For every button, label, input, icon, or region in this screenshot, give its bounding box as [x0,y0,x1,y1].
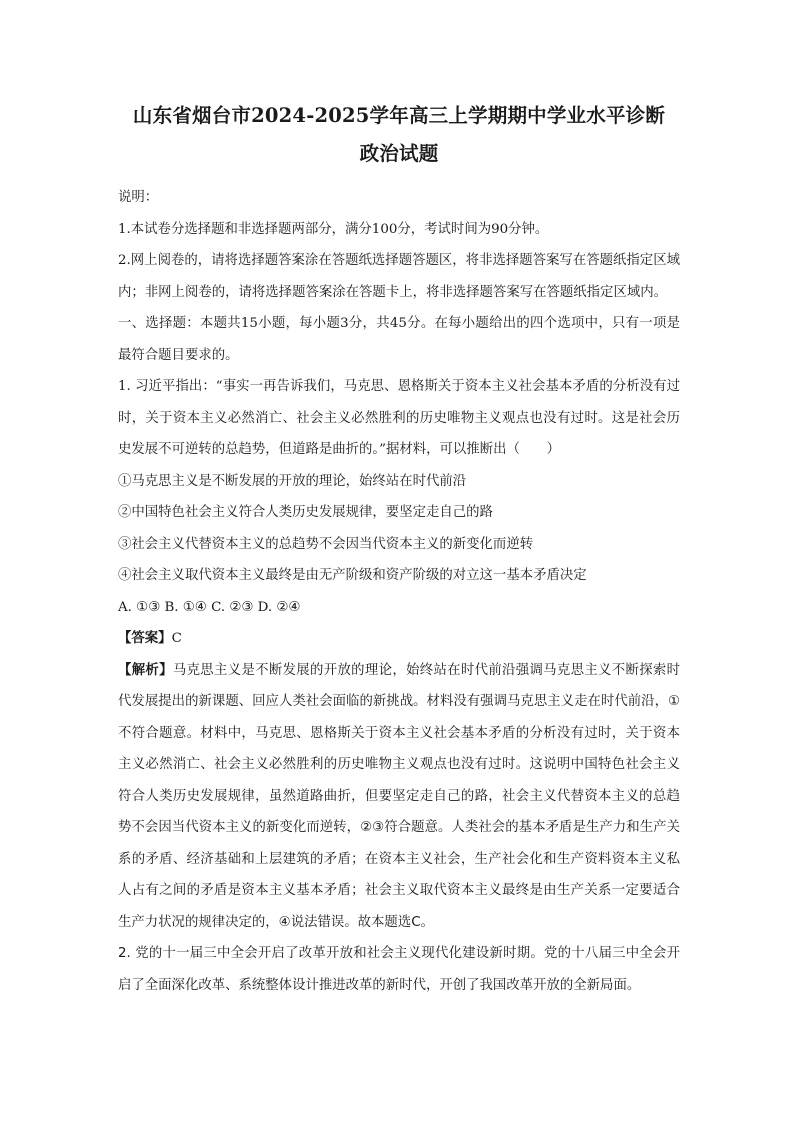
question-1-analysis [118,655,680,939]
question-1-statement-2: ②中国特色社会主义符合人类历史发展规律，要坚定走自己的路 [118,505,493,520]
document-page [118,96,680,1001]
question-1-statement-3: ③社会主义代替资本主义的总趋势不会因当代资本主义的新变化而逆转 [118,536,534,552]
instruction-item-2: 2.网上阅卷的，请将选择题答案涂在答题纸选择题答题区，将非选择题答案写在答题纸指定区域内；非网上阅卷的，请将选择题答案涂在答题卡上，将非选择题答案写在答题纸指定区域内。 [118,253,680,300]
instructions [118,182,680,308]
instructions-label: 说明： [118,190,159,205]
instruction-item-1: 1.本试卷分选择题和非选择题两部分，满分100分，考试时间为90分钟。 [118,221,549,237]
analysis-label: 【解析】 [118,661,173,678]
answer-value: C [171,631,182,646]
document-title: 山东省烟台市2024-2025学年高三上学期期中学业水平诊断 [132,104,666,127]
question-1-answer [118,623,680,655]
document-subtitle: 政治试题 [359,142,439,165]
question-2 [118,938,680,1001]
question-1 [118,371,680,938]
question-2-stem: 2. 党的十一届三中全会开启了改革开放和社会主义现代化建设新时期。党的十八届三中全会开启了全面深化改革、系统整体设计推进改革的新时代，开创了我国改革开放的全新局面。 [118,946,680,993]
answer-label: 【答案】 [118,630,172,646]
section-heading: 一、选择题：本题共15小题，每小题3分，共45分。在每小题给出的四个选项中，只有一项是最符合题目要求的。 [118,316,680,363]
question-1-stem: 1. 习近平指出：“事实一再告诉我们，马克思、恩格斯关于资本主义社会基本矛盾的分析没有过时，关于资本主义必然消亡、社会主义必然胜利的历史唯物主义观点也没有过时。这是社会历史发展不可逆转的总趋势，但道路是曲折的。”据材料，可以推断出（ ） [118,379,680,457]
question-1-statement-1: ①马克思主义是不断发展的开放的理论，始终站在时代前沿 [118,473,467,489]
question-1-statement-4: ④社会主义取代资本主义最终是由无产阶级和资产阶级的对立这一基本矛盾决定 [118,568,587,583]
analysis-text: 马克思主义是不断发展的开放的理论，始终站在时代前沿强调马克思主义不断探索时代发展提出的新课题、回应人类社会面临的新挑战。材料没有强调马克思主义走在时代前沿，①不符合题意。材料中，马克思、恩格斯关于资本主义社会基本矛盾的分析没有过时，关于资本主义必然消亡、社会主义必然胜利的历史唯物主义观点也没有过时。这说明中国特色社会主义符合人类历史发展规律，虽然道路曲折，但要坚定走自己的路，社会主义代替资本主义的总趋势不会因当代资本主义的新变化而逆转，②③符合题意。人类社会的基本矛盾是生产力和生产关系的矛盾、经济基础和上层建筑的矛盾；在资本主义社会，生产社会化和生产资料资本主义私人占有之间的矛盾是资本主义基本矛盾；社会主义取代资本主义最终是由生产关系一定要适合生产力状况的规律决定的，④说法错误。故本题选C。 [118,662,681,930]
question-1-options: A. ①③ B. ①④ C. ②③ D. ②④ [118,599,301,615]
